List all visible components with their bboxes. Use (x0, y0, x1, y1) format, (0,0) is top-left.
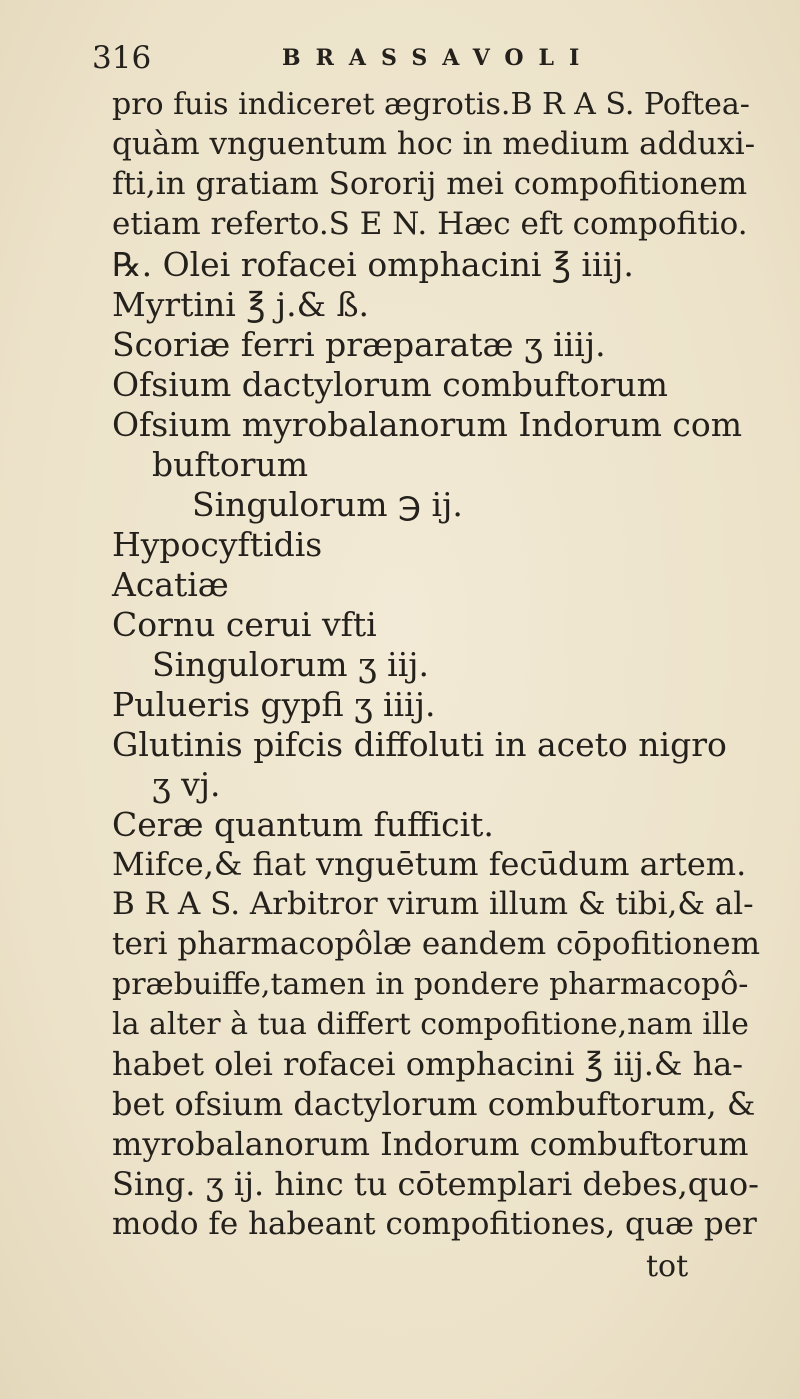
text-line: quàm vnguentum hoc in medium adduxi- (112, 126, 756, 162)
text-line: pro fuis indiceret ægrotis.B R A S. Poftea- (112, 87, 750, 122)
running-head: BRASSAVOLI (282, 45, 595, 71)
recipe-line: Cornu cerui vfti (112, 605, 377, 644)
recipe-line: Singulorum ʒ iij. (152, 645, 429, 684)
recipe-line: buftorum (152, 445, 309, 484)
recipe-line: Scoriæ ferri præparatæ ʒ iiij. (112, 325, 606, 364)
text-line: fti,in gratiam Sororij mei compofitionem (112, 166, 748, 202)
text-line: bet ofsium dactylorum combuftorum, & (112, 1085, 756, 1123)
text-line: Sing. ʒ ij. hinc tu cōtemplari debes,quo- (112, 1165, 759, 1203)
recipe-line: Glutinis pifcis diffoluti in aceto nigro (112, 725, 727, 764)
text-line: habet olei rofacei omphacini ℥ iij.& ha- (112, 1045, 744, 1083)
catchword: tot (646, 1249, 689, 1284)
page-number: 316 (92, 40, 152, 76)
text-line: teri pharmacopôlæ eandem cōpofitionem (112, 926, 761, 962)
recipe-line: ℞. Olei rofacei omphacini ℥ iiij. (112, 245, 634, 284)
text-line: Mifce,& fiat vnguētum fecūdum artem. (112, 845, 747, 883)
text-line: modo fe habeant compofitiones, quæ per (112, 1206, 757, 1242)
recipe-line: Ofsium dactylorum combuftorum (112, 365, 668, 404)
recipe-line: Singulorum ℈ ij. (192, 485, 463, 524)
recipe-line: Ofsium myrobalanorum Indorum com (112, 405, 743, 444)
page-header (92, 38, 732, 78)
recipe-line: Pulueris gypfi ʒ iiij. (112, 685, 436, 724)
text-line: B R A S. Arbitror virum illum & tibi,& al- (112, 886, 754, 922)
recipe-line: Acatiæ (112, 565, 229, 604)
text-line: myrobalanorum Indorum combuftorum (112, 1125, 749, 1163)
text-line: la alter à tua differt compofitione,nam ille (112, 1007, 749, 1042)
recipe-line: Myrtini ℥ j.& ß. (112, 285, 369, 324)
recipe-line: ʒ vj. (152, 765, 221, 804)
text-line: præbuiffe,tamen in pondere pharmacopô- (112, 967, 749, 1002)
recipe-line: Hypocyftidis (112, 525, 323, 564)
recipe-line: Ceræ quantum fufficit. (112, 805, 494, 844)
text-line: etiam referto.S E N. Hæc eft compofitio. (112, 206, 748, 242)
